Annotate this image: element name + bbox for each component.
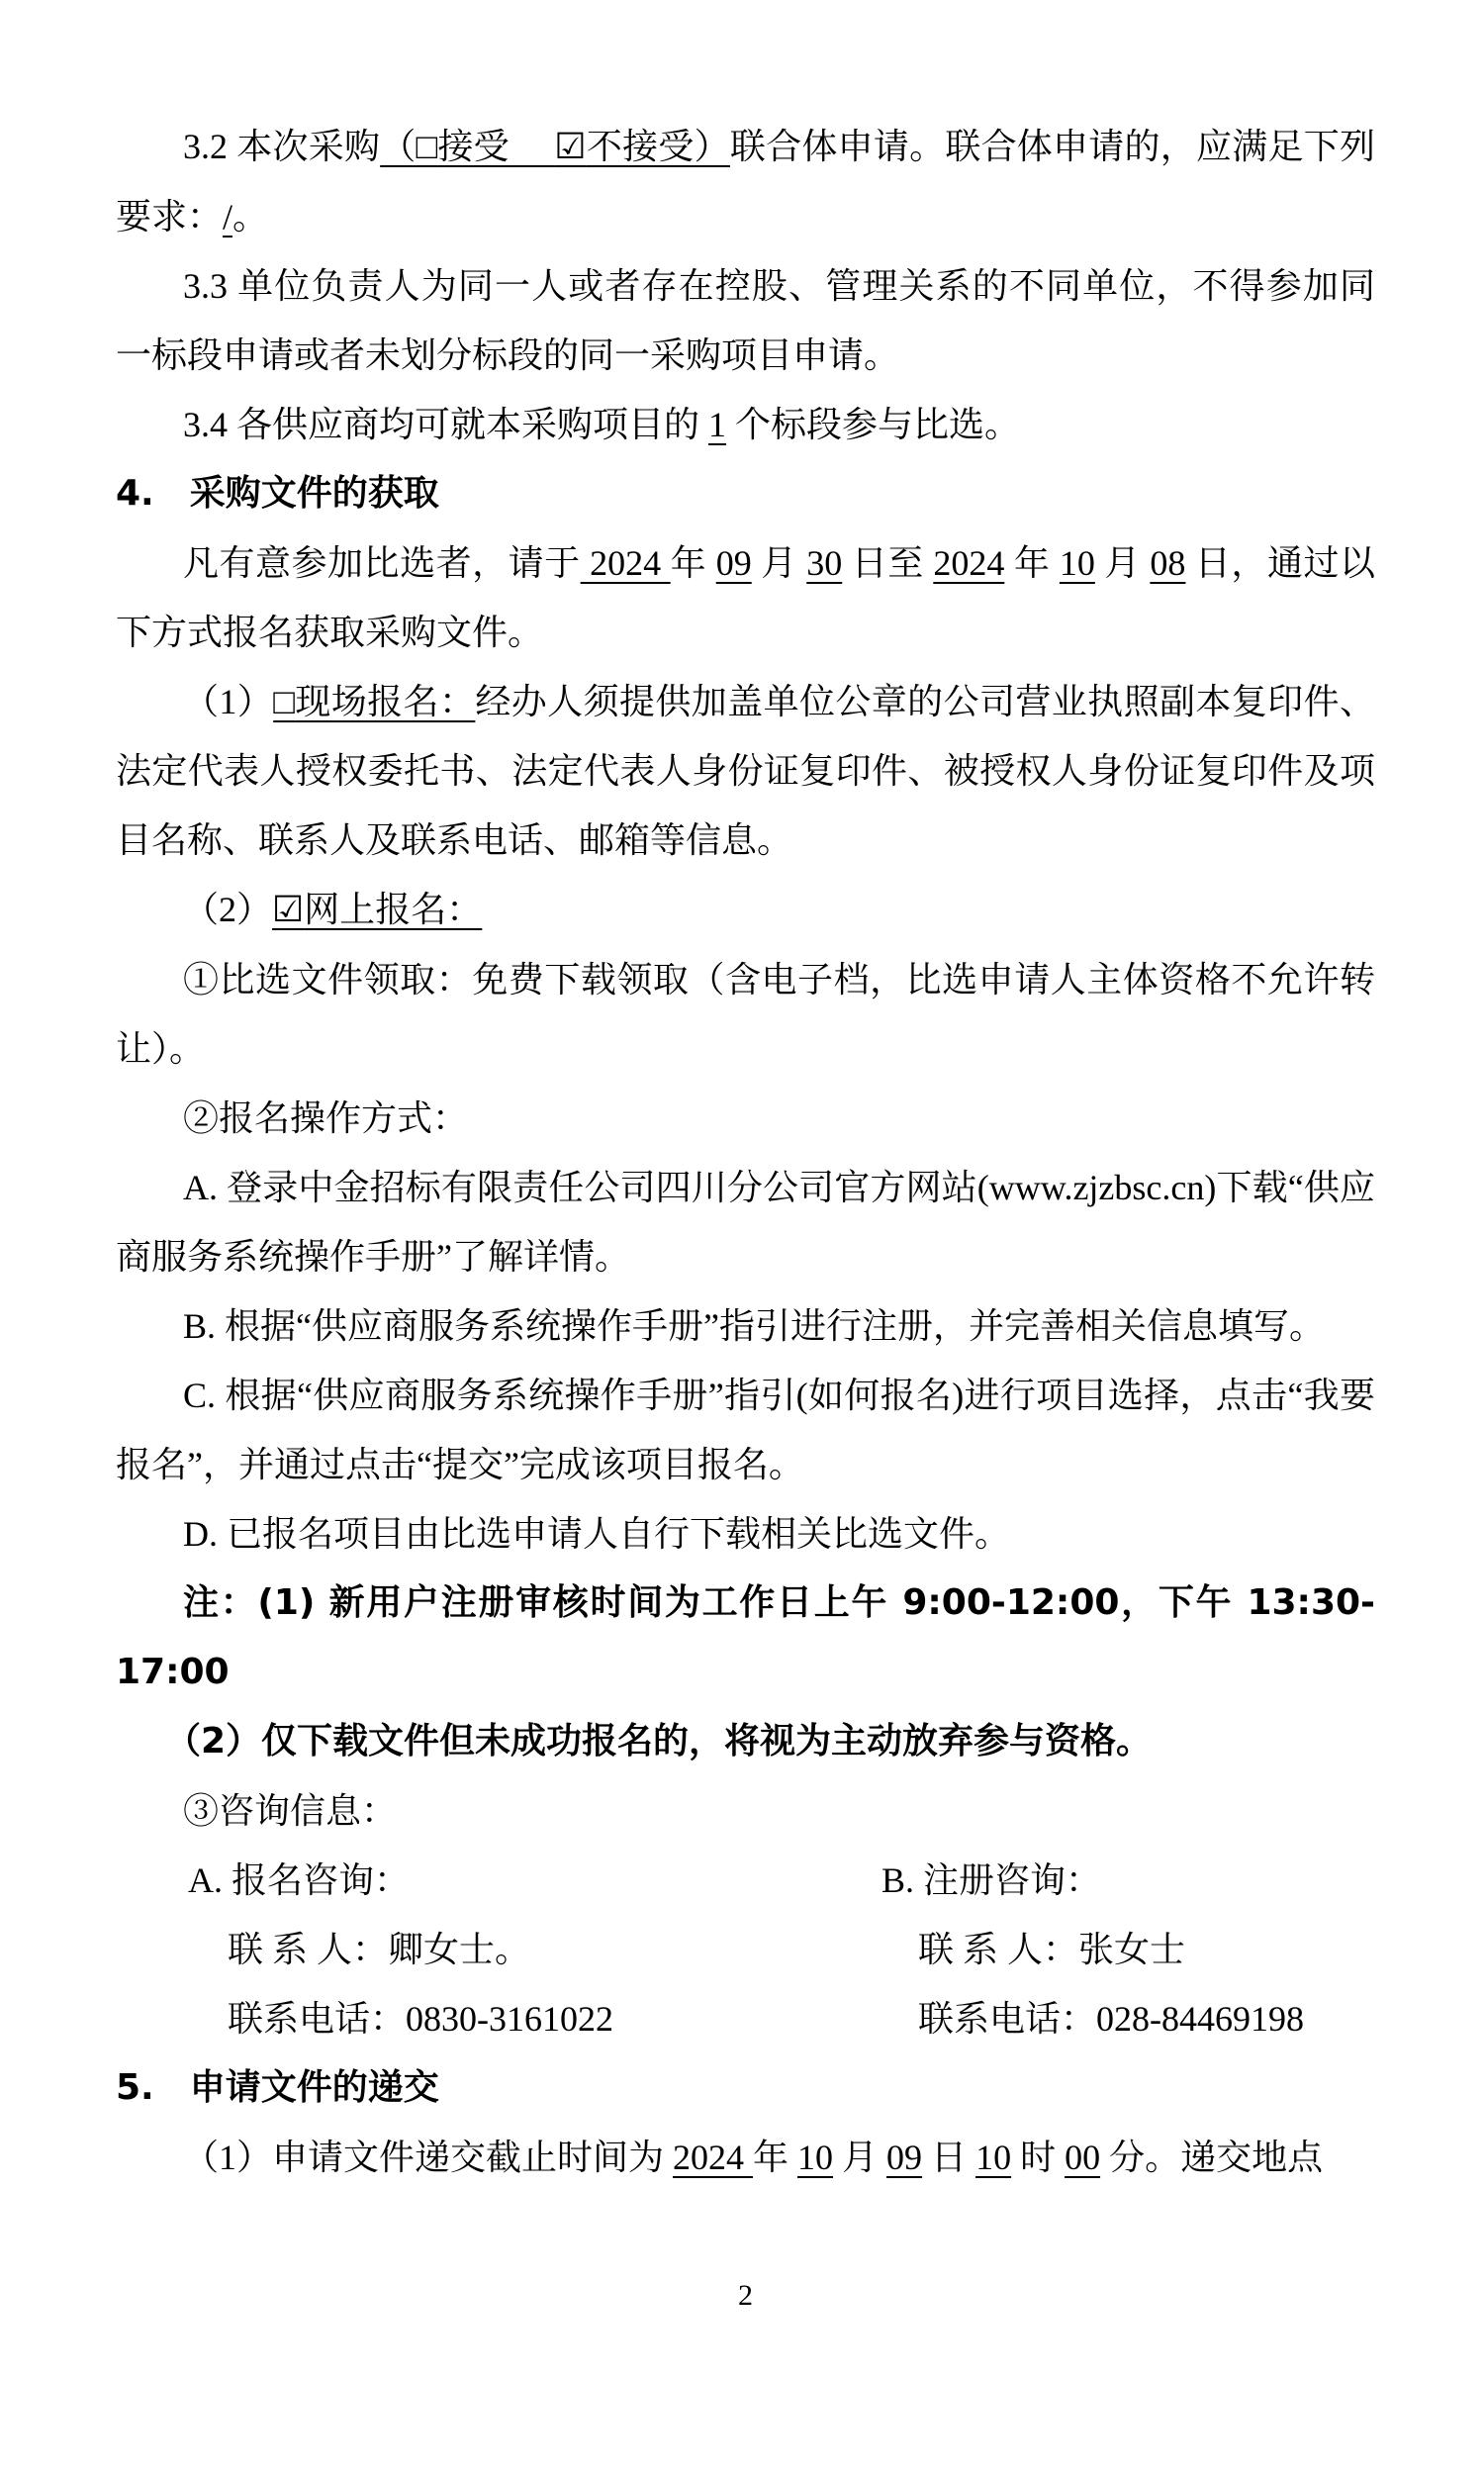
- para-file-collection: ①比选文件领取：免费下载领取（含电子档，比选申请人主体资格不允许转让）。: [116, 960, 1375, 1069]
- contact-a-phone: 联系电话：0830-3161022: [228, 1999, 613, 2039]
- text-segment: （1）: [183, 682, 274, 721]
- text-segment: 月: [751, 543, 807, 583]
- text-segment: 10: [797, 2138, 834, 2177]
- para-submission-deadline: [116, 2123, 1375, 2192]
- contact-persons-row: [116, 1915, 1375, 1984]
- text-segment: 10: [1059, 543, 1095, 583]
- text-segment: 2024: [580, 543, 671, 583]
- contact-a-person: 联 系 人：卿女士。: [228, 1930, 531, 1969]
- text-segment: 月: [1094, 543, 1151, 583]
- bottom-spacer: [116, 2192, 1375, 2261]
- text-segment: 日至: [842, 543, 934, 583]
- para-registration-period: [116, 528, 1375, 667]
- text-segment: 2024: [673, 2138, 754, 2177]
- checkbox-checked-icon: ☑: [272, 890, 305, 930]
- text-segment: 接受: [437, 127, 555, 166]
- text-segment: 时: [1011, 2138, 1066, 2177]
- text-segment: 。: [232, 197, 269, 237]
- text-segment: （1）申请文件递交截止时间为: [183, 2138, 674, 2177]
- contact-a-title: A. 报名咨询：: [188, 1860, 410, 1900]
- text-segment: 09: [715, 543, 752, 583]
- text-segment: （2）: [183, 890, 273, 929]
- text-segment: （: [380, 127, 417, 166]
- text-segment: 00: [1065, 2138, 1101, 2177]
- page-number: 2: [738, 2279, 753, 2312]
- step-a: A. 登录中金招标有限责任公司四川分公司官方网站(www.zjzbsc.cn)下载“供应商服务系统操作手册”了解详情。: [116, 1168, 1375, 1277]
- text-segment: 日: [922, 2138, 976, 2177]
- text-segment: 年: [753, 2138, 798, 2177]
- contact-b-phone: 联系电话：028-84469198: [918, 1999, 1304, 2039]
- section-4-heading: 4. 采购文件的获取: [116, 473, 439, 514]
- text-segment: 3.2 本次采购: [183, 127, 381, 166]
- step-d: D. 已报名项目由比选申请人自行下载相关比选文件。: [183, 1514, 1010, 1554]
- text-segment: 2024: [933, 543, 1005, 583]
- contact-titles-row: [116, 1846, 1375, 1915]
- para-consult-info-title: ③咨询信息：: [183, 1791, 398, 1831]
- text-segment: 3.4 各供应商均可就本采购项目的: [183, 405, 709, 444]
- clause-3-2: [116, 112, 1375, 251]
- step-b: B. 根据“供应商服务系统操作手册”指引进行注册，并完善相关信息填写。: [183, 1306, 1325, 1346]
- para-online-registration: [116, 875, 1375, 945]
- section-5-heading: 5. 申请文件的递交: [116, 2067, 439, 2108]
- contact-b-person: 联 系 人：张女士: [918, 1930, 1186, 1969]
- text-segment: 日，通过以下方式报名获取采购文件。: [116, 543, 1375, 652]
- text-segment: 分。递交地点: [1100, 2138, 1324, 2177]
- checkbox-checked-icon: ☑: [554, 127, 587, 167]
- step-c: C. 根据“供应商服务系统操作手册”指引(如何报名)进行项目选择，点击“我要报名”，并通过点击“提交”完成该项目报名。: [116, 1376, 1375, 1484]
- checkbox-unchecked-icon: □: [416, 127, 438, 166]
- text-segment: 10: [975, 2138, 1012, 2177]
- para-onsite-registration: [116, 667, 1375, 875]
- text-segment: 月: [833, 2138, 887, 2177]
- contact-phones-row: [116, 1984, 1375, 2053]
- text-segment: 凡有意参加比选者，请于: [183, 543, 581, 583]
- clause-3-3: 3.3 单位负责人为同一人或者存在控股、管理关系的不同单位，不得参加同一标段申请或者未划分标段的同一采购项目申请。: [116, 266, 1375, 375]
- text-segment: 现场报名：: [295, 682, 476, 721]
- text-segment: 1: [708, 405, 727, 444]
- para-registration-steps-title: ②报名操作方式：: [183, 1098, 469, 1138]
- text-segment: 09: [886, 2138, 923, 2177]
- blank-placeholder-slash: /: [223, 197, 233, 237]
- text-segment: 网上报名：: [304, 890, 483, 929]
- contact-b-title: B. 注册咨询：: [881, 1860, 1102, 1900]
- text-segment: 经办人须提供加盖单位公章的公司营业执照副本复印件、法定代表人授权委托书、法定代表人身份证复印件、被授权人身份证复印件及项目名称、联系人及联系电话、邮箱等信息。: [116, 682, 1375, 860]
- text-segment: 08: [1150, 543, 1186, 583]
- checkbox-unchecked-icon: □: [273, 682, 296, 721]
- text-segment: 年: [670, 543, 716, 583]
- text-segment: 联合体申请。联合体申请的，应满足下列要求：: [116, 127, 1375, 237]
- clause-3-4: [116, 390, 1375, 459]
- text-segment: 不接受）: [586, 127, 730, 166]
- text-segment: 年: [1004, 543, 1060, 583]
- text-segment: 30: [806, 543, 843, 583]
- note-line-1: 注：(1) 新用户注册审核时间为工作日上午 9:00-12:00，下午 13:30-17:00: [116, 1582, 1375, 1692]
- text-segment: 个标段参与比选。: [726, 405, 1021, 444]
- note-line-2: （2）仅下载文件但未成功报名的，将视为主动放弃参与资格。: [165, 1721, 1153, 1761]
